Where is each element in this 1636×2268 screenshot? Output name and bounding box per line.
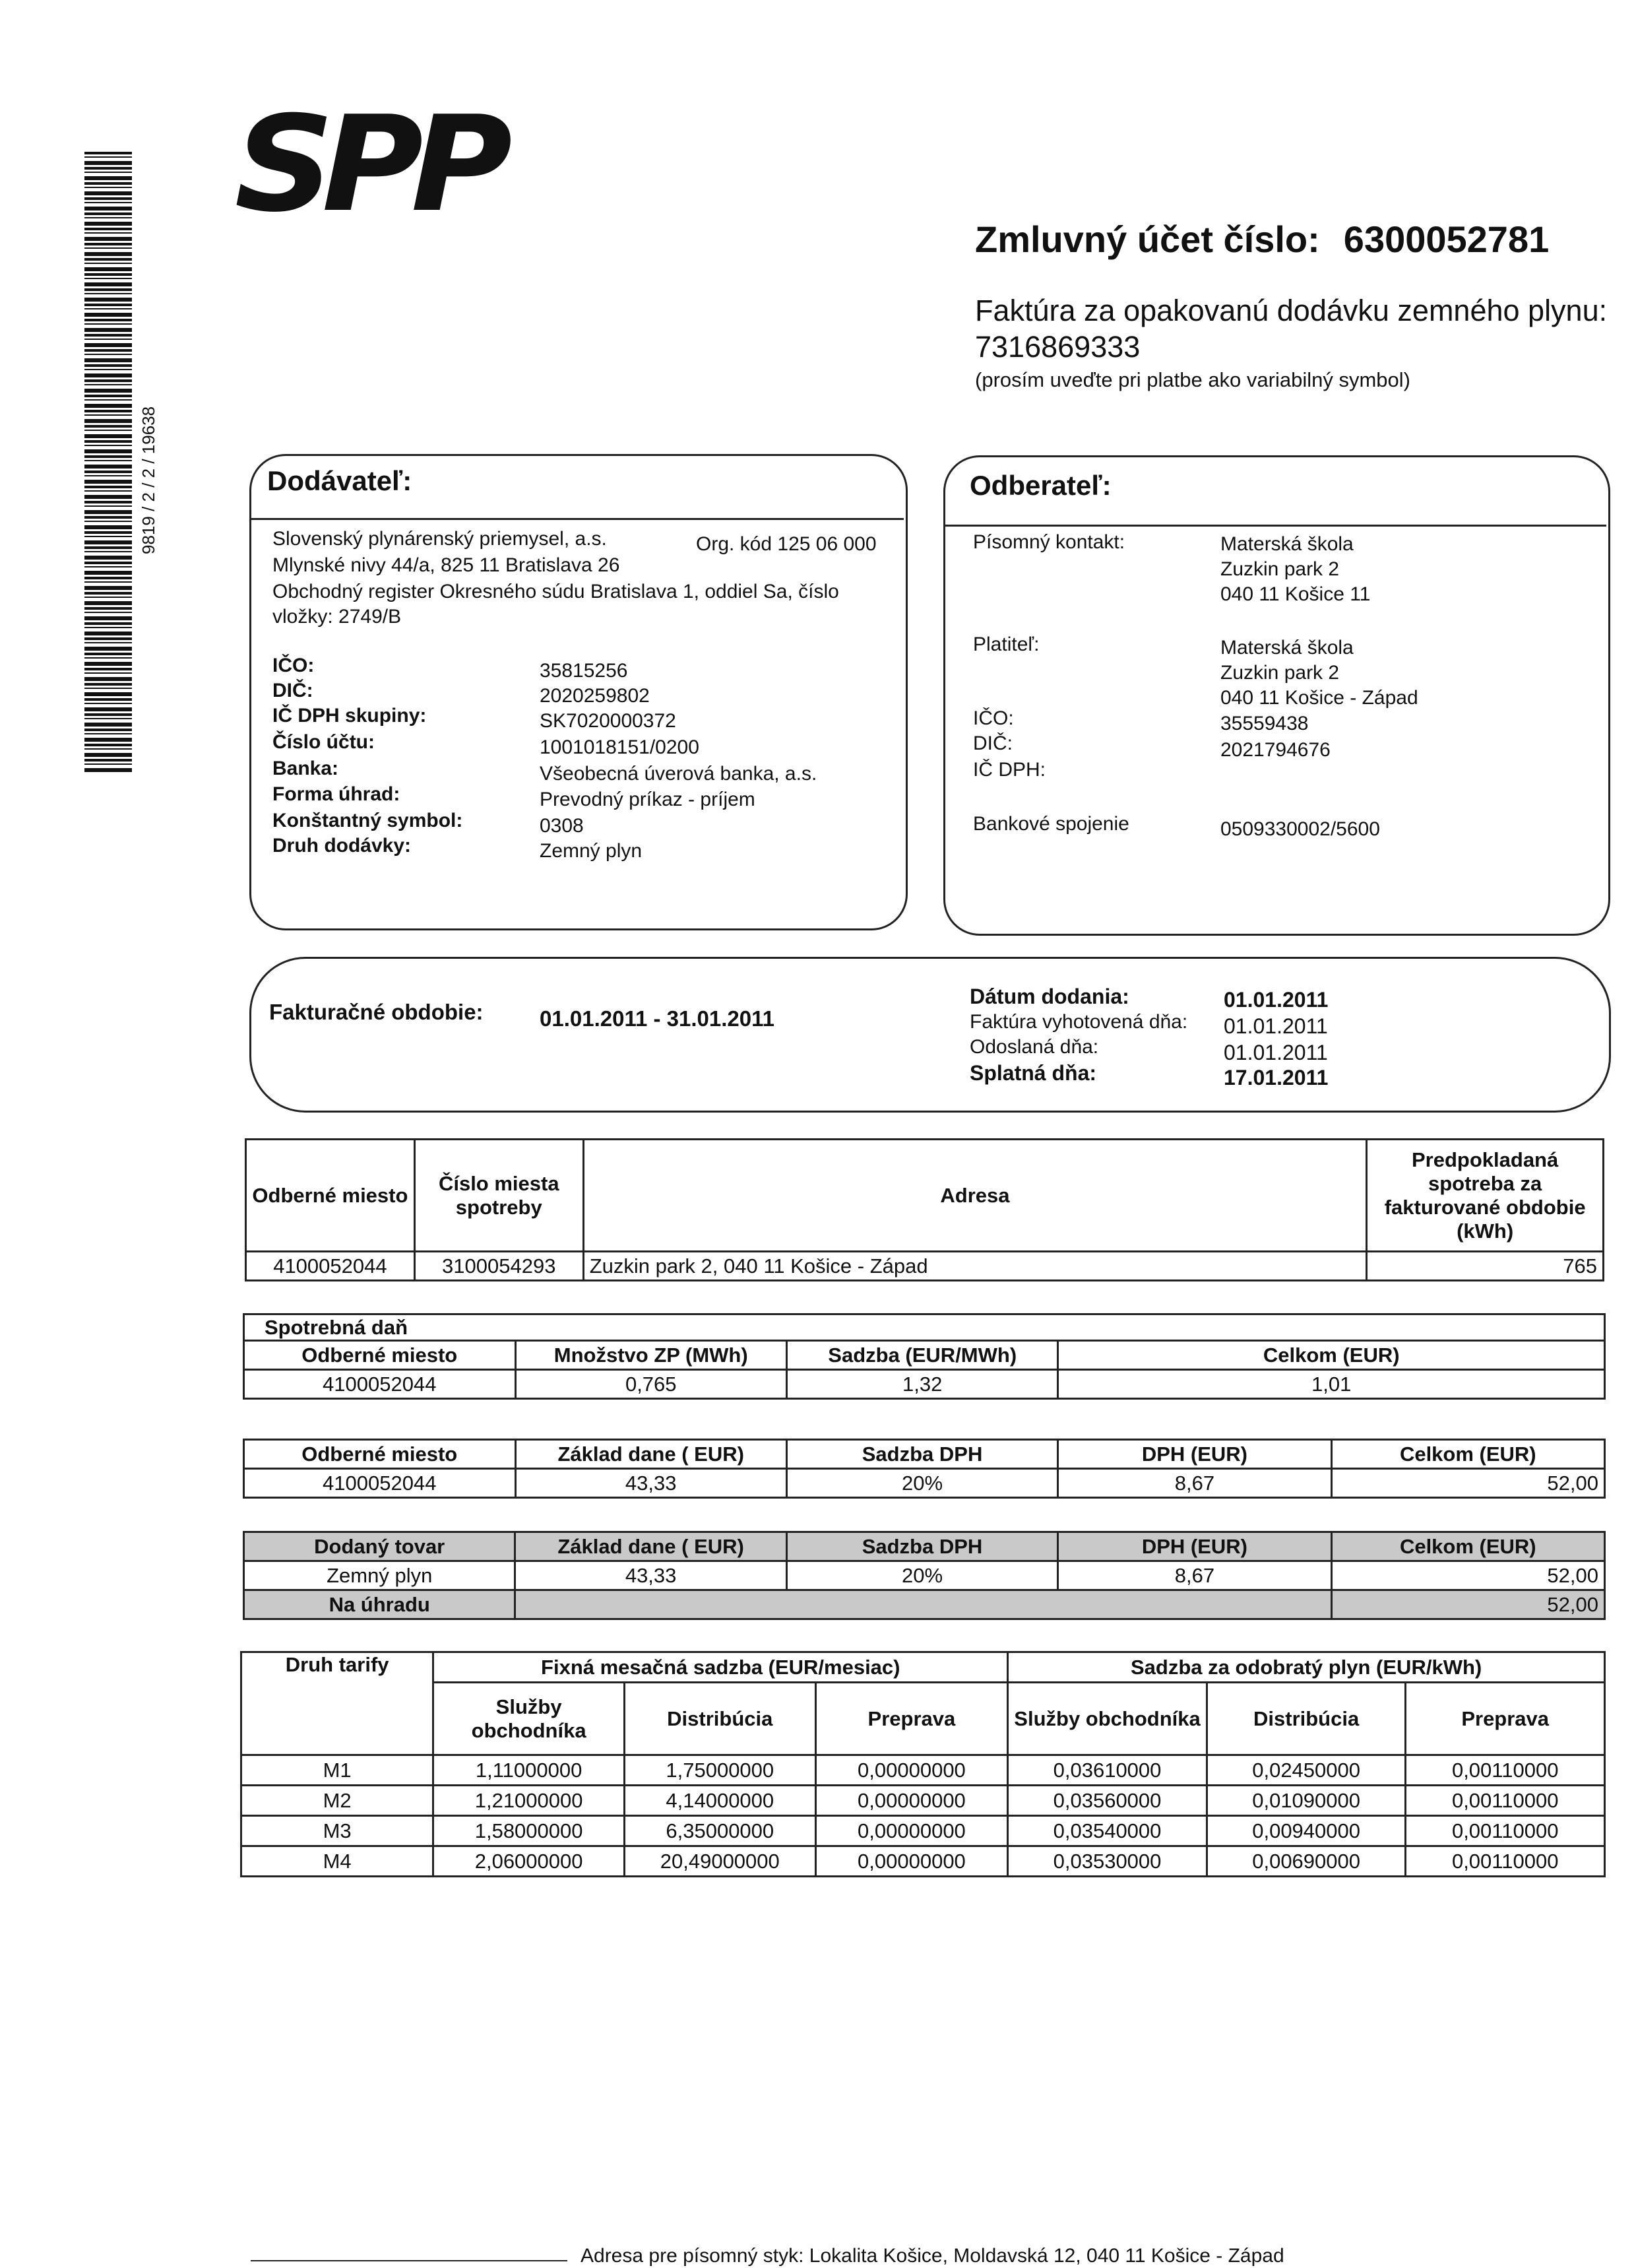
supplier-field-value: SK7020000372 (540, 710, 676, 732)
invoice-number: 7316869333 (975, 330, 1141, 364)
date-value: 01.01.2011 (1224, 988, 1329, 1012)
supplier-register-1: Obchodný register Okresného súdu Bratislava 1, oddiel Sa, číslo (272, 581, 839, 602)
cell: 0,00110000 (1406, 1786, 1605, 1816)
supplier-field-value: 1001018151/0200 (540, 736, 699, 758)
customer-dic-label: DIČ: (973, 732, 1013, 754)
account-number-heading (975, 218, 1549, 261)
date-label: Faktúra vyhotovená dňa: (970, 1011, 1188, 1033)
col-header: Sadzba DPH (786, 1440, 1057, 1469)
cell: 0,03560000 (1008, 1786, 1207, 1816)
footer-rule (251, 2260, 567, 2261)
excise-tax-table (243, 1313, 1606, 1400)
cell: M3 (241, 1816, 433, 1846)
billing-period-label: Fakturačné obdobie: (269, 1000, 484, 1024)
cell: 43,33 (515, 1469, 786, 1498)
supplier-field-label: IČO: (272, 655, 315, 676)
date-value: 17.01.2011 (1224, 1066, 1329, 1089)
spp-logo: SPP (234, 88, 500, 242)
sub-header: Služby obchodníka (433, 1683, 625, 1755)
cell: 8,67 (1058, 1561, 1331, 1590)
cell: 0,00000000 (815, 1816, 1008, 1846)
col-header: Základ dane ( EUR) (515, 1440, 786, 1469)
cell: 0,765 (515, 1370, 786, 1399)
tariff-table (240, 1651, 1606, 1877)
customer-contact-line: 040 11 Košice 11 (1220, 583, 1371, 605)
customer-payer-label: Platiteľ: (973, 633, 1040, 655)
customer-bank-label: Bankové spojenie (973, 813, 1129, 835)
cell: 52,00 (1331, 1561, 1604, 1590)
cell: 20,49000000 (624, 1846, 815, 1877)
cell: 0,03610000 (1008, 1755, 1207, 1786)
total-value: 52,00 (1331, 1590, 1604, 1619)
supplier-field-value: 35815256 (540, 660, 628, 682)
date-label: Odoslaná dňa: (970, 1036, 1099, 1058)
supplier-field-value: Všeobecná úverová banka, a.s. (540, 763, 817, 785)
cell: 1,21000000 (433, 1786, 625, 1816)
billing-period-box (249, 957, 1611, 1113)
customer-payer-line: 040 11 Košice - Západ (1220, 687, 1418, 709)
cell: 0,00110000 (1406, 1816, 1605, 1846)
date-value: 01.01.2011 (1224, 1014, 1328, 1038)
supplier-field-label: IČ DPH skupiny: (272, 705, 427, 727)
cell: 20% (786, 1469, 1057, 1498)
col-header: Odberné miesto (244, 1341, 516, 1370)
cell: 0,00000000 (815, 1786, 1008, 1816)
vat-table (243, 1439, 1606, 1499)
col-header: Celkom (EUR) (1331, 1532, 1604, 1561)
sub-header: Distribúcia (624, 1683, 815, 1755)
cell: 4100052044 (244, 1469, 516, 1498)
supplier-name: Slovenský plynárenský priemysel, a.s. (272, 528, 607, 550)
invoice-label: Faktúra za opakovanú dodávku zemného plynu: (975, 294, 1608, 327)
date-label: Splatná dňa: (970, 1061, 1097, 1085)
goods-table (243, 1531, 1606, 1620)
cell: 0,00000000 (815, 1846, 1008, 1877)
col-header: Množstvo ZP (MWh) (515, 1341, 786, 1370)
customer-divider (945, 525, 1606, 527)
barcode (84, 152, 132, 772)
col-header: Sadzba (EUR/MWh) (786, 1341, 1058, 1370)
supplier-field-value: 0308 (540, 815, 584, 837)
date-value: 01.01.2011 (1224, 1041, 1328, 1064)
col-header: Adresa (583, 1140, 1367, 1252)
customer-ico-label: IČO: (973, 707, 1014, 729)
supplier-register-2: vložky: 2749/B (272, 606, 402, 628)
customer-contact-line: Zuzkin park 2 (1220, 558, 1340, 580)
col-header: Celkom (EUR) (1331, 1440, 1604, 1469)
cell: 4,14000000 (624, 1786, 815, 1816)
excise-title: Spotrebná daň (244, 1314, 1605, 1341)
cell: 765 (1367, 1252, 1604, 1281)
group-header: Sadzba za odobratý plyn (EUR/kWh) (1008, 1652, 1605, 1683)
sub-header: Distribúcia (1207, 1683, 1406, 1755)
cell: 20% (786, 1561, 1057, 1590)
supplier-address: Mlynské nivy 44/a, 825 11 Bratislava 26 (272, 554, 620, 576)
consumption-point-table (245, 1138, 1604, 1281)
col-header: Predpokladaná spotreba za fakturované obdobie (kWh) (1367, 1140, 1604, 1252)
supplier-field-label: Banka: (272, 758, 339, 779)
col-header: Druh tarify (241, 1652, 433, 1755)
customer-title: Odberateľ: (970, 470, 1112, 501)
account-label: Zmluvný účet číslo: (975, 218, 1320, 260)
supplier-field-label: DIČ: (272, 680, 313, 701)
cell: 4100052044 (246, 1252, 415, 1281)
col-header: DPH (EUR) (1058, 1532, 1331, 1561)
cell: 1,01 (1058, 1370, 1605, 1399)
barcode-text: 9819 / 2 / 2 / 19638 (139, 406, 158, 554)
billing-period-value: 01.01.2011 - 31.01.2011 (540, 1006, 775, 1031)
customer-payer-line: Zuzkin park 2 (1220, 662, 1340, 684)
supplier-field-value: Prevodný príkaz - príjem (540, 789, 755, 810)
cell: 8,67 (1058, 1469, 1331, 1498)
total-spacer (515, 1590, 1331, 1619)
cell: 0,03530000 (1008, 1846, 1207, 1877)
col-header: Sadzba DPH (786, 1532, 1057, 1561)
cell: Zuzkin park 2, 040 11 Košice - Západ (583, 1252, 1367, 1281)
sub-header: Preprava (1406, 1683, 1605, 1755)
cell: 0,00000000 (815, 1755, 1008, 1786)
cell: 0,00110000 (1406, 1846, 1605, 1877)
supplier-field-label: Druh dodávky: (272, 835, 412, 857)
customer-bank: 0509330002/5600 (1220, 818, 1380, 840)
supplier-field-label: Forma úhrad: (272, 783, 400, 805)
total-label: Na úhradu (244, 1590, 515, 1619)
cell: M1 (241, 1755, 433, 1786)
cell: M4 (241, 1846, 433, 1877)
cell: 2,06000000 (433, 1846, 625, 1877)
supplier-field-label: Konštantný symbol: (272, 810, 463, 831)
customer-ico: 35559438 (1220, 713, 1309, 734)
cell: 1,11000000 (433, 1755, 625, 1786)
customer-icdph-label: IČ DPH: (973, 759, 1046, 781)
col-header: Základ dane ( EUR) (515, 1532, 786, 1561)
col-header: Dodaný tovar (244, 1532, 515, 1561)
supplier-divider (251, 518, 904, 520)
sub-header: Preprava (815, 1683, 1008, 1755)
cell: 1,32 (786, 1370, 1058, 1399)
col-header: Odberné miesto (246, 1140, 415, 1252)
cell: 6,35000000 (624, 1816, 815, 1846)
customer-contact-line: Materská škola (1220, 533, 1354, 555)
cell: M2 (241, 1786, 433, 1816)
cell: 0,02450000 (1207, 1755, 1406, 1786)
supplier-field-value: 2020259802 (540, 685, 650, 707)
supplier-title: Dodávateľ: (267, 465, 412, 496)
cell: 52,00 (1331, 1469, 1604, 1498)
cell: 0,03540000 (1008, 1816, 1207, 1846)
sub-header: Služby obchodníka (1008, 1683, 1207, 1755)
supplier-org-code: Org. kód 125 06 000 (696, 533, 877, 555)
cell: 43,33 (515, 1561, 786, 1590)
cell: 1,75000000 (624, 1755, 815, 1786)
supplier-field-label: Číslo účtu: (272, 731, 375, 753)
group-header: Fixná mesačná sadzba (EUR/mesiac) (433, 1652, 1008, 1683)
cell: Zemný plyn (244, 1561, 515, 1590)
customer-dic: 2021794676 (1220, 739, 1331, 761)
col-header: DPH (EUR) (1058, 1440, 1331, 1469)
cell: 4100052044 (244, 1370, 516, 1399)
cell: 0,00690000 (1207, 1846, 1406, 1877)
date-label: Dátum dodania: (970, 985, 1129, 1008)
cell: 1,58000000 (433, 1816, 625, 1846)
invoice-note: (prosím uveďte pri platbe ako variabilný symbol) (975, 368, 1410, 391)
col-header: Celkom (EUR) (1058, 1341, 1605, 1370)
customer-payer-line: Materská škola (1220, 637, 1354, 659)
cell: 0,01090000 (1207, 1786, 1406, 1816)
cell: 0,00940000 (1207, 1816, 1406, 1846)
cell: 0,00110000 (1406, 1755, 1605, 1786)
cell: 3100054293 (414, 1252, 583, 1281)
customer-contact-label: Písomný kontakt: (973, 531, 1125, 553)
col-header: Odberné miesto (244, 1440, 516, 1469)
account-number: 6300052781 (1343, 218, 1550, 260)
supplier-field-value: Zemný plyn (540, 840, 643, 862)
col-header: Číslo miesta spotreby (414, 1140, 583, 1252)
footer-address: Adresa pre písomný styk: Lokalita Košice, Moldavská 12, 040 11 Košice - Západ (581, 2245, 1284, 2267)
